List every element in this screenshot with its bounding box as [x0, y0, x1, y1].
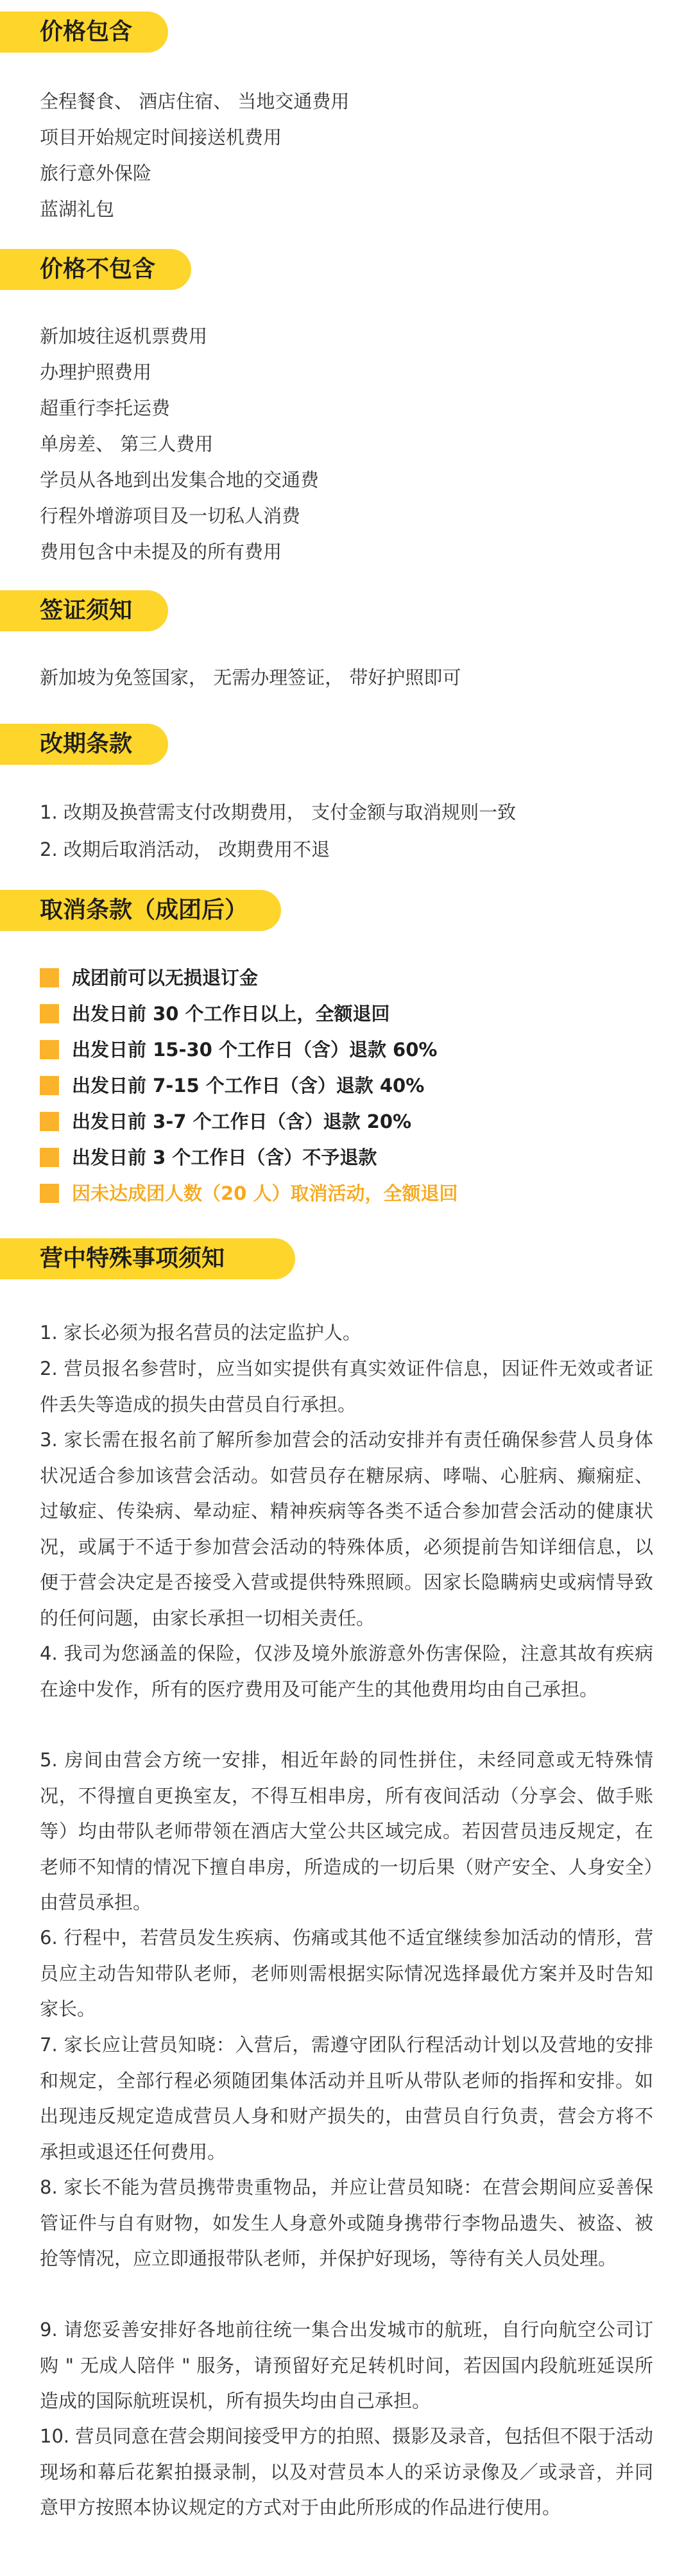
cancellation-item — [40, 964, 258, 992]
cancellation-item-label: 成团前可以无损退订金 — [72, 967, 259, 989]
cancellation-item-label: 出发日前 3-7 个工作日（含）退款 20% — [72, 1111, 412, 1132]
square-bullet-icon — [40, 1004, 59, 1023]
notice-paragraph: 2. 营员报名参营时，应当如实提供有真实效证件信息，因证件无效或者证件丢失等造成的损失由营员自行承担。 — [40, 1358, 653, 1415]
section-title-cancellation: 取消条款（成团后） — [0, 890, 281, 931]
excluded-item: 行程外增游项目及一切私人消费 — [40, 505, 301, 527]
cancellation-item — [40, 1071, 424, 1100]
excluded-item: 学员从各地到出发集合地的交通费 — [40, 469, 320, 491]
square-bullet-icon — [40, 968, 59, 987]
cancellation-item — [40, 1143, 377, 1172]
square-bullet-icon — [40, 1040, 59, 1059]
excluded-item: 单房差、 第三人费用 — [40, 433, 214, 455]
cancellation-item-label: 出发日前 3 个工作日（含）不予退款 — [72, 1147, 377, 1168]
included-item: 旅行意外保险 — [40, 162, 152, 184]
section-title-excluded: 价格不包含 — [0, 249, 191, 290]
section-title-notice: 营中特殊事项须知 — [0, 1238, 295, 1279]
cancellation-item-label: 出发日前 7-15 个工作日（含）退款 40% — [72, 1075, 425, 1096]
square-bullet-icon — [40, 1184, 59, 1203]
included-item: 全程餐食、 酒店住宿、 当地交通费用 — [40, 90, 350, 112]
excluded-item: 费用包含中未提及的所有费用 — [40, 541, 282, 563]
notice-paragraph: 10. 营员同意在营会期间接受甲方的拍照、摄影及录音，包括但不限于活动现场和幕后花絮拍摄录制，以及对营员本人的采访录像及／或录音，并同意甲方按照本协议规定的方式对于由此所形成的作品进行使用。 — [40, 2425, 653, 2518]
visa-item: 新加坡为免签国家， 无需办理签证， 带好护照即可 — [40, 667, 461, 688]
cancellation-highlight-label: 因未达成团人数（20 人）取消活动，全额退回 — [72, 1182, 458, 1204]
notice-paragraph: 5. 房间由营会方统一安排，相近年龄的同性拼住，未经同意或无特殊情况，不得擅自更换室友，不得互相串房，所有夜间活动（分享会、做手账等）均由带队老师带领在酒店大堂公共区域完成。若因营员违反规定，在老师不知情的情况下擅自串房，所造成的一切后果（财产安全、人身安全）由营员承担。 — [40, 1749, 653, 1913]
section-title-visa: 签证须知 — [0, 590, 168, 631]
cancellation-item-label: 出发日前 30 个工作日以上，全额退回 — [72, 1003, 390, 1025]
notice-paragraph: 7. 家长应让营员知晓：入营后，需遵守团队行程活动计划以及营地的安排和规定，全部行程必须随团集体活动并且听从带队老师的指挥和安排。如出现违反规定造成营员人身和财产损失的，由营员自行负责，营会方将不承担或退还任何费用。 — [40, 2034, 653, 2163]
notice-paragraph: 9. 请您妥善安排好各地前往统一集合出发城市的航班，自行向航空公司订购 " 无成人陪伴 " 服务，请预留好充足转机时间，若因国内段航班延误所造成的国际航班误机，所有损失均由自己承担。 — [40, 2319, 653, 2412]
notice-paragraph: 8. 家长不能为营员携带贵重物品，并应让营员知晓：在营会期间应妥善保管证件与自有财物，如发生人身意外或随身携带行李物品遗失、被盗、被抢等情况，应立即通报带队老师，并保护好现场，等待有关人员处理。 — [40, 2176, 653, 2269]
reschedule-item: 1. 改期及换营需支付改期费用， 支付金额与取消规则一致 — [40, 801, 517, 823]
notice-paragraph: 1. 家长必须为报名营员的法定监护人。 — [40, 1322, 361, 1343]
included-item: 蓝湖礼包 — [40, 198, 115, 220]
reschedule-item: 2. 改期后取消活动， 改期费用不退 — [40, 839, 330, 860]
included-item: 项目开始规定时间接送机费用 — [40, 126, 282, 148]
cancellation-item — [40, 1107, 411, 1136]
cancellation-item-label: 出发日前 15-30 个工作日（含）退款 60% — [72, 1039, 438, 1061]
notice-paragraph: 3. 家长需在报名前了解所参加营会的活动安排并有责任确保参营人员身体状况适合参加该营会活动。如营员存在糖尿病、哮喘、心脏病、癫痫症、过敏症、传染病、晕动症、精神疾病等各类不适合参加营会活动的健康状况，或属于不适于参加营会活动的特殊体质，必须提前告知详细信息，以便于营会决定是否接受入营或提供特殊照顾。因家长隐瞒病史或病情导致的任何问题，由家长承担一切相关责任。 — [40, 1429, 653, 1629]
excluded-item: 新加坡往返机票费用 — [40, 325, 208, 347]
section-title-included: 价格包含 — [0, 12, 168, 53]
section-title-reschedule: 改期条款 — [0, 724, 168, 765]
cancellation-highlight — [40, 1179, 458, 1207]
notice-paragraph: 4. 我司为您涵盖的保险，仅涉及境外旅游意外伤害保险，注意其故有疾病在途中发作，所有的医疗费用及可能产生的其他费用均由自己承担。 — [40, 1642, 653, 1700]
square-bullet-icon — [40, 1148, 59, 1167]
cancellation-item — [40, 1000, 390, 1028]
square-bullet-icon — [40, 1112, 59, 1131]
cancellation-item — [40, 1036, 437, 1064]
square-bullet-icon — [40, 1076, 59, 1095]
notice-paragraph: 6. 行程中，若营员发生疾病、伤痛或其他不适宜继续参加活动的情形，营员应主动告知带队老师，老师则需根据实际情况选择最优方案并及时告知家长。 — [40, 1927, 653, 2020]
excluded-item: 超重行李托运费 — [40, 397, 171, 419]
excluded-item: 办理护照费用 — [40, 361, 152, 383]
